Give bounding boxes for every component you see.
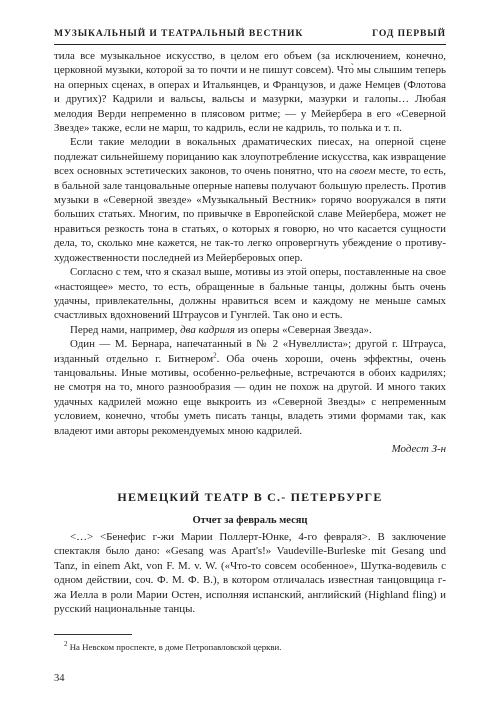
- paragraph-2: Если такие мелодии в вокальных драматических пиесах, на оперной сцене подлежат сильнейшему порицанию как злоупотребление искусства, как извращение всех основных эстетических законов, то очень понятно, что на своем месте, то есть, в бальной зале танцовальные оперные напевы получают большую прелесть. Против музыки в «Северной звезде» «Музыкальный Вестник» горячо вооружался в пяти больших статьях. Многим, по привычке в Европейской славе Мейербера, может не нравиться резкость тона в статьях, о которых я говорю, но что касается сущности дела, то, сколько мне кажется, не так-то легко опровергнуть убеждение о противу-художественности последней из Мейерберовых опер.: [54, 136, 447, 264]
- year-label: ГОД ПЕРВЫЙ: [372, 28, 446, 39]
- author-signature: Модест З-н: [391, 442, 446, 455]
- document-page: [54, 0, 446, 713]
- section-title: НЕМЕЦКИЙ ТЕАТР В С.- ПЕТЕРБУРГЕ: [117, 490, 383, 504]
- section-body: [54, 530, 446, 616]
- running-header: [54, 28, 446, 39]
- section-lead: <…> <Бенефис г-жи Марии Поллерт-Юнке, 4-го февраля>: [70, 531, 368, 543]
- emphasis: своем: [349, 165, 376, 178]
- footnote: [64, 641, 444, 653]
- paragraph-5: Один — М. Бернара, напечатанный в № 2 «Нувеллиста»; другой г. Штрауса, изданный отдельно г. Битнером$^2$. Оба очень хороши, очень эффектны, очень танцовальны. Иные мотивы, особенно-рельефные, встречаются в обоих кадрилях; не смотря на то, много разнообразия — один не похож на другой. И много таких удачных кадрилей можно еще выкроить из «Северной Звезды» с непременным условием, конечно, чтобы уметь писать танцы, владеть этими формами так, как владеют ими авторы рекомендуемых мною кадрилей.: [54, 338, 446, 437]
- footnote-text: На Невском проспекте, в доме Петропавловской церкви.: [69, 642, 282, 652]
- paragraph-3: Согласно с тем, что я сказал выше, мотивы из этой оперы, поставленные на свое «настоящее» место, то есть, обращенные в бальные танцы, должны быть очень удачны, привлекательны, должны нравиться всем и каждому не меньше самых счастливых вдохновений Штраусов и Гунглей. Так оно и есть.: [54, 266, 446, 322]
- paragraph-4: Перед нами, например, два кадриля из оперы «Северная Звезда».: [70, 323, 372, 336]
- journal-title: МУЗЫКАЛЬНЫЙ И ТЕАТРАЛЬНЫЙ ВЕСТНИК: [54, 28, 304, 39]
- emphasis: два кадриля: [180, 323, 235, 336]
- section-paragraph: <…> <Бенефис г-жи Марии Поллерт-Юнке, 4-го февраля>. В заключение спектакля было дано: «Gesang was Apart's!» Vaudeville-Burleske mit Gesang und Tanz, in einem Akt, von F. M. v. W. («Что-то совсем особенное», Шутка-водевиль с одном действии, соч. Ф. М. Ф. В.), в котором отличалась известная танцовщица г-жа Иелла в роли Марии Остен, исполняя испанский, английский (Highland fling) и русский национальные танцы.: [54, 531, 446, 616]
- header-rule: [54, 44, 446, 45]
- paragraph-1: тила все музыкальное искусство, в целом его объем (за исключением, конечно, церковной музыки, которой за то почти и не пишут совсем). Что̀ мы слышим теперь на оперных сценах, в операх и Итальянцев, и Французов, и даже Немцев (Флотова и других)? Кадрили и вальсы, вальсы и мазурки, мазурки и галопы… Любая мелодия Верди непременно в плясовом ритме; — у Мейербера в его «Северной Звезде» также, если не марш, то кадриль, если не кадриль, то полька и т. п.: [54, 50, 446, 135]
- footnote-marker: 2: [64, 640, 68, 649]
- subsection-title: Отчет за февраль месяц: [192, 515, 308, 526]
- page-number: 34: [54, 673, 65, 684]
- footnote-ref: 2: [213, 350, 217, 359]
- footnote-rule: [54, 634, 132, 635]
- article-body: [54, 49, 446, 456]
